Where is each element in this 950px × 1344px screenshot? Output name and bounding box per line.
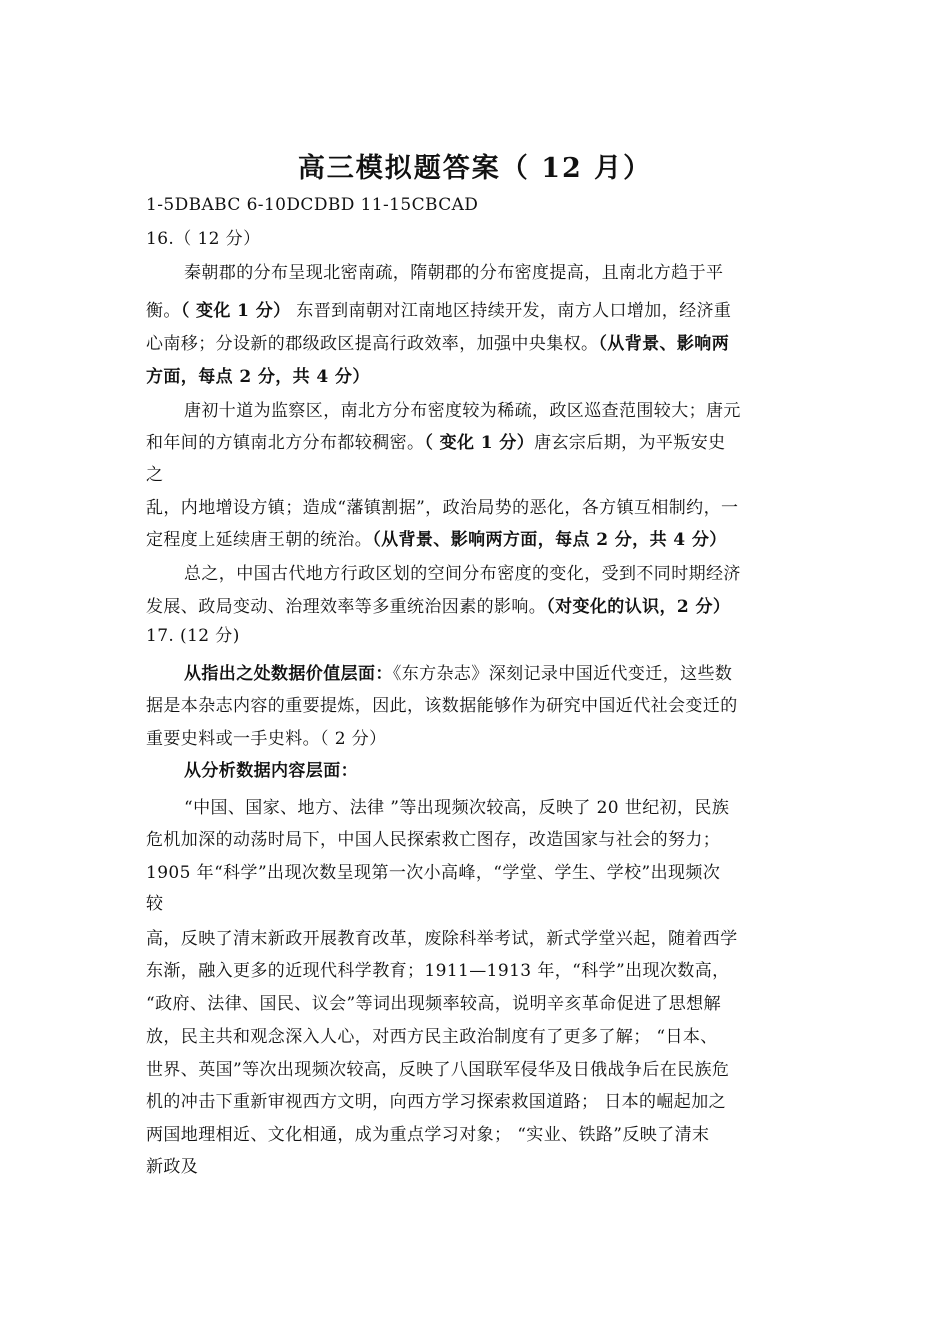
q16-paragraph-line [146,529,727,551]
q17-paragraph-line: 危机加深的动荡时局下，中国人民探索救亡图存，改造国家与社会的努力； [146,830,721,850]
score-note: （从背景、影响两 [598,334,730,354]
q17-paragraph-line: 东渐，融入更多的近现代科学教育；1911—1913 年，“科学”出现次数高， [146,961,730,981]
q17-paragraph-line: “中国、国家、地方、法律 ”等出现频次较高，反映了 20 世纪初，民族 [184,798,730,818]
text-run: 东晋到南朝对江南地区持续开发，南方人口增加，经济重 [290,301,732,321]
q16-paragraph-line [146,432,726,454]
text-run: 和年间的方镇南北方分布都较稠密。 [146,433,425,453]
q17-paragraph-line: 1905 年“科学”出现次数呈现第一次小高峰，“学堂、学生、学校”出现频次 [146,863,721,883]
q17-paragraph-line: 机的冲击下重新审视西方文明，向西方学习探索救国道路； 日本的崛起加之 [146,1092,727,1112]
text-run: 衡。 [146,301,181,321]
q17-heading: 17. (12 分) [146,626,240,646]
score-note: （从背景、影响两方面，每点 2 分，共 4 分） [372,530,727,550]
score-note: 方面，每点 2 分，共 4 分） [146,367,370,387]
score-note: （ 变化 1 分） [180,301,291,321]
q16-paragraph-line: 唐初十道为监察区，南北方分布密度较为稀疏，政区巡查范围较大；唐元 [184,401,741,421]
section-label: 从指出之处数据价值层面： [184,664,393,684]
q16-paragraph-line: 乱，内地增设方镇；造成“藩镇割据”，政治局势的恶化，各方镇互相制约，一 [146,498,739,518]
q17-paragraph-line: “政府、法律、国民、议会”等词出现频率较高，说明辛亥革命促进了思想解 [146,994,721,1014]
q17-paragraph-line: 放，民主共和观念深入人心，对西方民主政治制度有了更多了解； “日本、 [146,1027,718,1047]
text-run: 定程度上延续唐王朝的统治。 [146,530,373,550]
page-title: 高三模拟题答案（ 12 月） [297,153,653,184]
q17-paragraph-line: 重要史料或一手史料。（ 2 分） [146,729,387,749]
q16-paragraph-line [146,333,729,355]
text-run: 唐玄宗后期，为平叛安史 [534,433,726,453]
section-label: 从分析数据内容层面： [184,761,358,781]
q16-paragraph-line [146,300,731,322]
q17-paragraph-line: 据是本杂志内容的重要提炼，因此，该数据能够作为研究中国近代社会变迁的 [146,696,738,716]
q17-paragraph-line: 新政及 [146,1157,199,1177]
text-run: 心南移；分设新的郡级政区提高行政效率，加强中央集权。 [146,334,599,354]
q17-paragraph-line [184,663,732,685]
q17-paragraph-line: 较 [146,894,164,914]
score-note: （ 变化 1 分） [424,433,535,453]
q16-paragraph-line [146,596,730,618]
text-run: 发展、政局变动、治理效率等多重统治因素的影响。 [146,597,547,617]
score-note: （对变化的认识，2 分） [546,597,731,617]
q17-paragraph-line: 高，反映了清末新政开展教育改革，废除科举考试，新式学堂兴起，随着西学 [146,929,738,949]
q17-paragraph-line: 两国地理相近、文化相通，成为重点学习对象； “实业、铁路”反映了清末 [146,1125,710,1145]
q17-paragraph-line: 世界、英国”等次出现频次较高，反映了八国联军侵华及日俄战争后在民族危 [146,1060,730,1080]
q16-paragraph-line: 之 [146,465,164,485]
q16-heading: 16.（ 12 分） [146,229,261,249]
multiple-choice-answers: 1-5DBABC 6-10DCDBD 11-15CBCAD [146,195,479,215]
q16-paragraph-line: 秦朝郡的分布呈现北密南疏，隋朝郡的分布密度提高，且南北方趋于平 [184,263,724,283]
text-run: 《东方杂志》深刻记录中国近代变迁，这些数 [392,664,733,684]
q16-paragraph-line: 总之，中国古代地方行政区划的空间分布密度的变化，受到不同时期经济 [184,564,741,584]
